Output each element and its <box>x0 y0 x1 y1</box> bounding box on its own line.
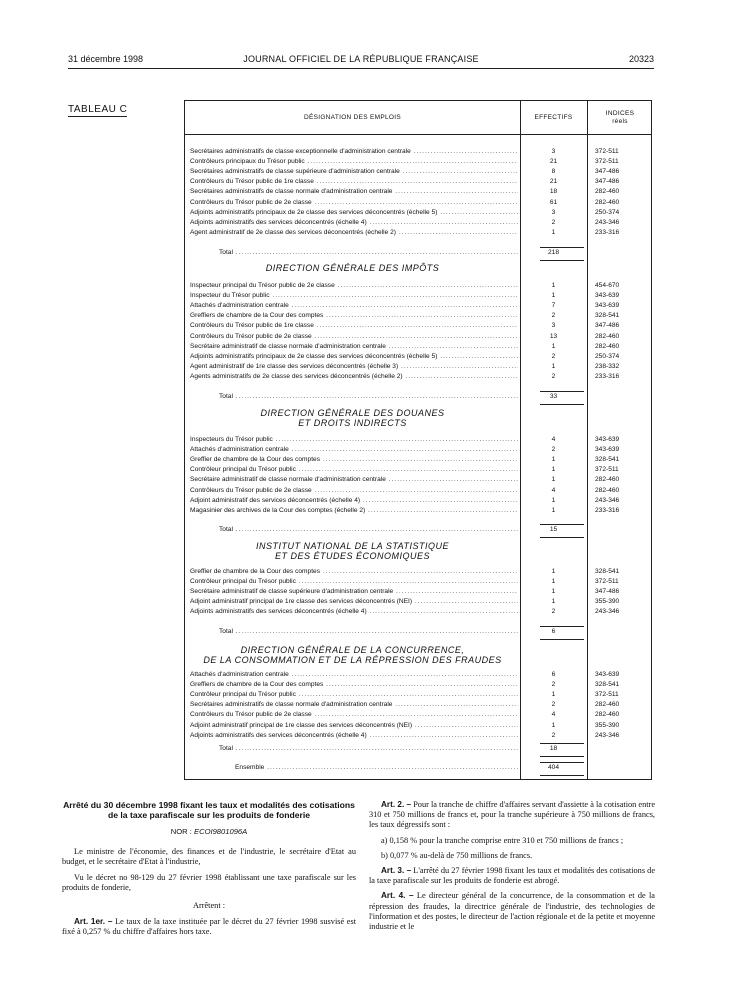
row-effectifs: 1 <box>551 578 556 586</box>
row-indices: 347-486 <box>595 588 620 596</box>
row-designation: Secrétaires administratifs de classe exceptionnelle d'administration centrale ..... <box>190 147 518 157</box>
row-effectifs: 4 <box>551 711 556 719</box>
row-effectifs: 18 <box>549 188 558 196</box>
article-2-item-b: b) 0,077 % au-delà de 750 millions de francs. <box>381 850 533 860</box>
row-effectifs: 7 <box>551 302 556 310</box>
table-row <box>185 228 653 238</box>
row-indices: 282-460 <box>595 476 620 484</box>
row-effectifs: 1 <box>551 362 556 370</box>
row-indices: 233-316 <box>595 506 620 514</box>
article-4-text: Le directeur général de la concurrence, de la consommation et de la répression des fraudes, la directrice générale de l'industrie, des technologies de l'information et des postes, le directeur de l'action régionale et de la petite et moyenne industrie et le <box>369 891 655 932</box>
row-designation: Contrôleur principal du Trésor public ..... <box>190 577 518 587</box>
row-designation: Contrôleur principal du Trésor public ..... <box>190 690 518 700</box>
row-effectifs: 2 <box>551 731 556 739</box>
row-indices: 343-639 <box>595 302 620 310</box>
emplois-table <box>184 100 652 780</box>
row-effectifs: 21 <box>549 158 558 166</box>
row-effectifs: 1 <box>551 292 556 300</box>
row-indices: 250-374 <box>595 208 620 216</box>
table-row <box>185 218 653 228</box>
row-effectifs: 8 <box>551 168 556 176</box>
page-header <box>68 54 654 68</box>
article-2-item-a: a) 0,158 % pour la tranche comprise entre 310 et 750 millions de francs ; <box>381 835 624 845</box>
row-effectifs: 2 <box>551 681 556 689</box>
row-designation: Contrôleurs du Trésor public de 2e classe ..... <box>190 198 518 208</box>
arrete-title: Arrêté du 30 décembre 1998 fixant les taux et modalités des cotisations de la taxe parafiscale sur les produits de fonderie <box>63 800 355 820</box>
table-row <box>185 670 653 680</box>
table-row <box>185 455 653 465</box>
table-row <box>185 157 653 167</box>
row-effectifs: 4 <box>551 486 556 494</box>
article-2-text: Pour la tranche de chiffre d'affaires servant d'assiette à la cotisation entre 310 et 750 millions de francs et, pour la tranche supérieure à 750 millions de francs, les taux dégressifs sont : <box>369 800 655 830</box>
row-effectifs: 3 <box>551 148 556 155</box>
row-indices: 355-390 <box>595 721 620 729</box>
ensemble-row <box>185 763 653 773</box>
row-effectifs: 1 <box>551 568 556 575</box>
row-effectifs: 1 <box>551 466 556 474</box>
row-designation: Adjoints administratifs principaux de 2e classe des services déconcentrés (échelle 5) ..... <box>190 352 518 362</box>
row-designation: Attachés d'administration centrale ..... <box>190 301 518 311</box>
row-designation: Agent administratif de 1re classe des services déconcentrés (échelle 3) ..... <box>190 362 518 372</box>
table-row <box>185 187 653 197</box>
row-effectifs: 13 <box>549 332 558 340</box>
table-row <box>185 281 653 291</box>
row-effectifs: 21 <box>549 178 558 186</box>
total-label: Total ..... <box>219 392 518 402</box>
row-designation: Contrôleurs du Trésor public de 2e classe ..... <box>190 710 518 720</box>
header-date: 31 décembre 1998 <box>68 54 144 64</box>
row-indices: 238-332 <box>595 362 620 370</box>
table-row <box>185 567 653 577</box>
total-row <box>185 525 653 535</box>
vu-paragraph: Vu le décret no 98-129 du 27 février 1998 établissant une taxe parafiscale sur les produits de fonderie, <box>62 872 356 892</box>
total-row <box>185 627 653 637</box>
row-designation: Magasinier des archives de la Cour des comptes (échelle 2) ..... <box>190 506 518 516</box>
row-indices: 328-541 <box>595 456 620 464</box>
total-value: 15 <box>549 526 558 533</box>
table-row <box>185 342 653 352</box>
ensemble-value: 404 <box>547 764 559 771</box>
table-row <box>185 445 653 455</box>
row-designation: Secrétaire administratif de classe supérieure d'administration centrale ..... <box>190 587 518 597</box>
table-row <box>185 291 653 301</box>
row-indices: 372-511 <box>595 148 619 155</box>
table-row <box>185 352 653 362</box>
row-effectifs: 1 <box>551 456 556 464</box>
row-designation: Inspecteur du Trésor public ..... <box>190 291 518 301</box>
total-label: Total ..... <box>219 248 518 258</box>
column-header-designation: DÉSIGNATION DES EMPLOIS <box>303 113 402 121</box>
ensemble-label: Ensemble ..... <box>235 763 518 773</box>
arrete-column-right <box>369 800 655 937</box>
row-designation: Inspecteur principal du Trésor public de 2e classe ..... <box>190 281 518 291</box>
table-row <box>185 208 653 218</box>
row-effectifs: 1 <box>551 588 556 596</box>
row-effectifs: 2 <box>551 372 556 380</box>
row-indices: 243-346 <box>595 496 620 504</box>
row-effectifs: 1 <box>551 282 556 289</box>
row-effectifs: 1 <box>551 342 556 350</box>
tableau-label: TABLEAU C <box>68 104 128 115</box>
row-indices: 233-316 <box>595 228 620 236</box>
row-effectifs: 1 <box>551 228 556 236</box>
column-header-indices-label: INDICES réels <box>605 109 635 125</box>
row-designation: Secrétaires administratifs de classe normale d'administration centrale ..... <box>190 700 518 710</box>
row-designation: Adjoint administratif des services déconcentrés (échelle 4) ..... <box>190 496 518 506</box>
row-designation: Adjoint administratif principal de 1re classe des services déconcentrés (NEI) ..... <box>190 721 518 731</box>
row-designation: Attachés d'administration centrale ..... <box>190 445 518 455</box>
row-indices: 328-541 <box>595 681 620 689</box>
row-indices: 372-511 <box>595 158 619 166</box>
table-row <box>185 721 653 731</box>
row-indices: 347-486 <box>595 178 620 186</box>
total-row <box>185 392 653 402</box>
table-row <box>185 506 653 516</box>
row-designation: Agents administratifs de 2e classe des services déconcentrés (échelle 2) ..... <box>190 372 518 382</box>
row-indices: 355-390 <box>595 598 620 606</box>
row-indices: 328-541 <box>595 312 620 320</box>
table-row <box>185 311 653 321</box>
table-row <box>185 475 653 485</box>
total-row <box>185 744 653 754</box>
row-designation: Contrôleurs du Trésor public de 1re classe ..... <box>190 321 518 331</box>
row-effectifs: 2 <box>551 608 556 616</box>
header-page-number: 20323 <box>628 54 654 64</box>
table-row <box>185 465 653 475</box>
row-designation: Adjoint administratif principal de 1re classe des services déconcentrés (NEI) ..... <box>190 597 518 607</box>
row-indices: 282-460 <box>595 342 620 350</box>
total-value: 6 <box>551 628 556 635</box>
article-1-label: Art. 1er. – <box>74 917 113 927</box>
row-indices: 343-639 <box>595 436 620 443</box>
row-indices: 343-639 <box>595 671 620 678</box>
nor-label: NOR : <box>170 827 192 836</box>
row-designation: Secrétaires administratifs de classe supérieure d'administration centrale ..... <box>190 167 518 177</box>
row-effectifs: 6 <box>551 671 556 678</box>
table-row <box>185 147 653 157</box>
row-effectifs: 2 <box>551 701 556 709</box>
table-row <box>185 321 653 331</box>
table-row <box>185 731 653 741</box>
row-indices: 347-486 <box>595 168 620 176</box>
row-designation: Attachés d'administration centrale ..... <box>190 670 518 680</box>
row-designation: Adjoints administratifs des services déconcentrés (échelle 4) ..... <box>190 218 518 228</box>
row-designation: Secrétaire administratif de classe normale d'administration centrale ..... <box>190 475 518 485</box>
table-row <box>185 680 653 690</box>
article-1 <box>62 917 356 937</box>
row-indices: 343-639 <box>595 446 620 454</box>
article-3 <box>369 866 655 886</box>
row-indices: 282-460 <box>595 188 620 196</box>
table-row <box>185 607 653 617</box>
total-label: Total ..... <box>219 627 518 637</box>
total-row <box>185 248 653 258</box>
row-effectifs: 1 <box>551 496 556 504</box>
column-header-indices <box>587 101 653 134</box>
row-effectifs: 2 <box>551 352 556 360</box>
row-effectifs: 1 <box>551 598 556 606</box>
row-designation: Secrétaire administratif de classe normale d'administration centrale ..... <box>190 342 518 352</box>
table-row <box>185 486 653 496</box>
arretent-heading: Arrêtent : <box>192 901 226 911</box>
article-2-label: Art. 2. – <box>381 800 412 809</box>
row-designation: Contrôleurs du Trésor public de 2e classe ..... <box>190 486 518 496</box>
table-row <box>185 597 653 607</box>
nor-value: ECOI9801096A <box>194 827 248 836</box>
row-designation: Adjoints administratifs des services déconcentrés (échelle 4) ..... <box>190 607 518 617</box>
row-indices: 282-460 <box>595 198 620 206</box>
article-3-text: L'arrêté du 27 février 1998 fixant les taux et modalités des cotisations de la taxe parafiscale sur les produits de fonderie est abrogé. <box>369 866 656 886</box>
section-title: DIRECTION GÉNÉRALE DE LA CONCURRENCE, DE LA CONSOMMATION ET DE LA RÉPRESSION DES FRAUDES <box>203 645 502 665</box>
row-indices: 454-670 <box>595 282 620 289</box>
header-journal-title: JOURNAL OFFICIEL DE LA RÉPUBLIQUE FRANÇAISE <box>243 54 479 64</box>
row-indices: 250-374 <box>595 352 620 360</box>
table-row <box>185 167 653 177</box>
table-row <box>185 372 653 382</box>
row-effectifs: 61 <box>549 198 558 206</box>
row-indices: 282-460 <box>595 486 620 494</box>
row-designation: Secrétaires administratifs de classe normale d'administration centrale ..... <box>190 187 518 197</box>
header-separator <box>185 134 651 135</box>
row-indices: 282-460 <box>595 711 620 719</box>
row-indices: 372-511 <box>595 466 619 474</box>
column-header-effectifs: EFFECTIFS <box>534 113 573 121</box>
row-indices: 347-486 <box>595 322 620 330</box>
section-title: INSTITUT NATIONAL DE LA STATISTIQUE ET DES ÉTUDES ÉCONOMIQUES <box>255 541 450 561</box>
row-effectifs: 1 <box>551 691 556 699</box>
row-effectifs: 1 <box>551 476 556 484</box>
row-effectifs: 2 <box>551 446 556 454</box>
row-designation: Contrôleurs du Trésor public de 1re classe ..... <box>190 177 518 187</box>
row-indices: 243-346 <box>595 218 620 226</box>
table-row <box>185 198 653 208</box>
row-designation: Greffiers de chambre de la Cour des comptes ..... <box>190 680 518 690</box>
row-designation: Greffier de chambre de la Cour des comptes ..... <box>190 455 518 465</box>
total-value: 218 <box>547 249 559 256</box>
row-designation: Adjoints administratifs principaux de 2e classe des services déconcentrés (échelle 5) ..... <box>190 208 518 218</box>
row-effectifs: 1 <box>551 506 556 514</box>
table-row <box>185 710 653 720</box>
row-designation: Adjoints administratifs des services déconcentrés (échelle 4) ..... <box>190 731 518 741</box>
row-designation: Contrôleurs du Trésor public de 2e classe ..... <box>190 332 518 342</box>
total-label: Total ..... <box>219 744 518 754</box>
row-designation: Contrôleur principal du Trésor public ..... <box>190 465 518 475</box>
row-indices: 328-541 <box>595 568 620 575</box>
article-3-label: Art. 3. – <box>381 866 412 876</box>
table-row <box>185 301 653 311</box>
row-effectifs: 2 <box>551 218 556 226</box>
row-indices: 372-511 <box>595 691 619 699</box>
table-row <box>185 587 653 597</box>
row-effectifs: 1 <box>551 721 556 729</box>
row-designation: Greffier de chambre de la Cour des comptes ..... <box>190 567 518 577</box>
table-row <box>185 700 653 710</box>
table-row <box>185 332 653 342</box>
row-indices: 282-460 <box>595 701 620 709</box>
total-label: Total ..... <box>219 525 518 535</box>
table-row <box>185 496 653 506</box>
row-effectifs: 3 <box>551 208 556 216</box>
article-4 <box>369 891 655 932</box>
row-indices: 243-346 <box>595 608 620 616</box>
nor-reference <box>62 827 356 837</box>
total-value: 33 <box>549 393 558 400</box>
table-row <box>185 177 653 187</box>
row-indices: 343-639 <box>595 292 620 300</box>
preamble-paragraph: Le ministre de l'économie, des finances et de l'industrie, le secrétaire d'Etat au budget, et le secrétaire d'Etat à l'industrie, <box>62 847 356 867</box>
row-effectifs: 2 <box>551 312 556 320</box>
row-designation: Greffiers de chambre de la Cour des comptes ..... <box>190 311 518 321</box>
row-effectifs: 3 <box>551 322 556 330</box>
table-row <box>185 577 653 587</box>
table-row <box>185 435 653 445</box>
article-1-text: Le taux de la taxe instituée par le décret du 27 février 1998 susvisé est fixé à 0,257 % du chiffre d'affaires hors taxe. <box>62 917 357 937</box>
row-indices: 282-460 <box>595 332 620 340</box>
row-designation: Contrôleurs principaux du Trésor public ..... <box>190 157 518 167</box>
row-indices: 233-316 <box>595 372 620 380</box>
row-effectifs: 4 <box>551 436 556 443</box>
section-title: DIRECTION GÉNÉRALE DES IMPÔTS <box>265 263 440 273</box>
article-2 <box>369 800 655 831</box>
row-designation: Agent administratif de 2e classe des services déconcentrés (échelle 2) ..... <box>190 228 518 238</box>
article-4-label: Art. 4. – <box>381 891 414 901</box>
row-indices: 243-346 <box>595 731 620 739</box>
header-rule <box>68 68 654 69</box>
table-row <box>185 690 653 700</box>
table-row <box>185 362 653 372</box>
row-designation: Inspecteurs du Trésor public ..... <box>190 435 518 445</box>
row-indices: 372-511 <box>595 578 619 586</box>
total-value: 18 <box>549 745 558 752</box>
section-title: DIRECTION GÉNÉRALE DES DOUANES ET DROITS INDIRECTS <box>260 408 445 428</box>
arrete-column-left <box>62 800 356 943</box>
